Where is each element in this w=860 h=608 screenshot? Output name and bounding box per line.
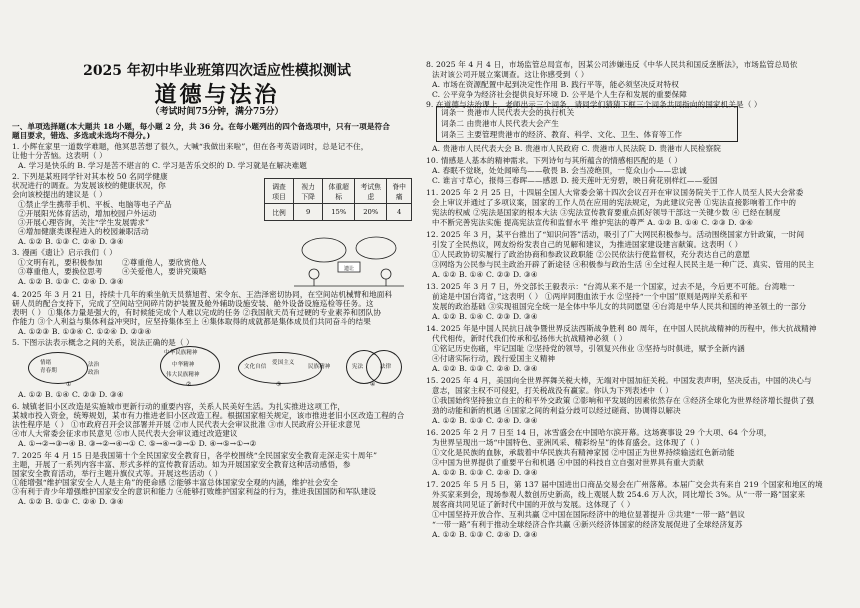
right-line: ①文化是民族的血脉，承载着中华民族共有精神家园 ②中国正为世界持续输送红色新动能 [432,448,735,457]
right-line: C. 公平竞争为经济社会提供良好环境 D. 公平是个人生存和发展的重要保障 [432,90,687,99]
left-line: ③尊重他人，要换位思考 [18,267,103,276]
left-line: 会向该校提出的建议是（ ） [12,190,107,199]
left-line: 法性程序是（ ） ①市政府召开会议部署并开展 ②市人民代表大会审议批准 ③市人民政府公开征求意见 [12,420,361,429]
survey-data-row [265,204,412,221]
cartoon-image [294,228,404,288]
right-line: 为世界呈现出一场“中国特色、亚洲风采、精彩纷呈”的体育盛会。这体现了（ ） [432,438,705,447]
diagram-c-text-3: 民族精神 [308,364,331,370]
survey-value-cell: 4 [387,204,412,221]
left-line: 2. 下列是某班同学针对其本校 50 名同学健康 [12,172,168,181]
left-line: 一、单项选择题(本大题共 18 小题，每小题 2 分，共 36 分。在每小题列出的四个备选项中，只有一项是符合 [12,122,390,131]
diagram-a-text-4: 政治 [88,370,100,376]
left-line: ①文明有礼，要积极参加 [18,258,103,267]
right-line: 法对该公司开展立案调查。这让你感受到（ ） [432,70,589,79]
left-line: ③有利于青少年增强维护国家安全的意识和能力 ④能够打败维护国家利益的行为，推进我国国防和军队建设 [12,487,377,496]
diagram-c-text-2: 爱国主义 [272,360,295,366]
right-line: 9. 在道德与法治课上，老师出示三个词条，请同学们猜猜下框三个词条共同指向的国家机关是（ ） [426,100,762,109]
right-line: 外买家来到会，现场参观人数创历史新高，线上观展人数 254.6 万人次，同比增长 3%。从“一带一路”国家来 [432,490,806,499]
survey-header-cell: 调查项目 [265,179,294,204]
exam-time-info: （考试时间75分钟，满分75分） [150,107,284,117]
right-line: 13. 2025 年 3 月 7 日，外交部长王毅表示：“台湾从来不是一个国家，过去不是，今后更不可能。台湾唯一 [426,282,795,291]
left-line: 6. 城镇老旧小区改造是实施城市更新行动的重要内容，关系人民美好生活。为扎实推进这项工作， [12,402,346,411]
cartoon-caption: 遗让 [343,266,355,272]
diagram-a-text-2: 青春期 [40,368,57,374]
diagram-label-4: ④ [370,381,376,388]
right-line: ④付诸实际行动，践行爱国主义精神 [432,354,556,363]
survey-header-cell: 视力下降 [294,179,323,204]
left-line: A. ①→②→③→④ B. ③→②→④→① C. ⑤→④→③→① D. ④→⑤→①→② [18,439,257,448]
right-line: 劲的动能和新的机遇 ④国家之间的利益分歧可以经过磋商、协调得以解决 [432,406,681,415]
right-line: A. ①② B. ①④ C. ②③ D. ③④ [432,312,538,321]
left-line: A. ①②③ B. ①③④ C. ①②④ D. ②③④ [18,327,152,336]
survey-value-cell: 20% [355,204,387,221]
left-line: 主题，开展了一系列内容丰富、形式多样的宣传教育活动。如为开展国家安全教育这种活动感悟，参 [12,460,351,469]
diagram-a-text-3: 法治 [88,362,100,368]
right-line: A. ①② B. ①③ C. ②④ D. ③④ [432,416,538,425]
left-line: ②尊重他人，要欣赏他人 [122,258,207,267]
left-line: 表明（ ） ①集体力量是强大的，有时候能完成个人难以完成的任务 ②我国航天员有过硬的专业素养和团队协 [12,308,382,317]
right-line: 前途是中国台湾省，”这表明（ ） ①两岸同胞血浓于水 ②坚持“一个中国”原则是两岸关系和平 [432,292,748,301]
right-line: 展客商共同见证了新时代中国的开放与发展。这体现了（ ） [432,500,635,509]
left-line: 7. 2025 年 4 月 15 日是我国第十个全民国家安全教育日，各学校围绕“全民国家安全教育走深走实十周年” [12,451,378,460]
right-line: ①我国始终坚持独立自主的和平外交政策 ②影响和平发展的因素依然存在 ③经济全球化为世界经济增长提供了强 [432,396,815,405]
right-line: 意志，国家主权不可侵犯，打关税战没有赢家。你认为下列表述中（ ） [432,386,674,395]
q9-term-1: 词条一 贵港市人民代表大会的执行机关 [441,108,575,117]
right-line: 会上审议并通过了多项议案，国家的工作人员在应用的宪法规定，为此建议完善 ①宪法直接影响着工作中的 [432,198,797,207]
diagram-b-text-3: 伟大民族精神 [166,372,200,378]
left-line: 作能力 ③个人利益与集体利益冲突时，应坚持集体至上 ④集体取得的成就都是集体成员们共同奋斗的结果 [12,317,371,326]
q9-term-box [436,106,738,142]
right-line: A. ①② B. ①③ C. ②④ D. ③④ [432,530,538,539]
q9-term-2: 词条二 由贵港市人民代表大会产生 [441,119,559,128]
right-line: 10. 情感是人基本的精神需求。下列诗句与其所蕴含的情感相匹配的是（ ） [426,156,682,165]
left-line: A. 学习是快乐的 B. 学习是苦不堪言的 C. 学习是苦乐交织的 D. 学习就是在解决难题 [18,161,307,170]
diagram-label-3: ③ [276,381,282,388]
right-line: 引发了全民热议，网友纷纷发表自己的见解和建议，为推进国家建设建言献策。这表明（ ） [432,240,743,249]
right-line: 16. 2025 年 2 月 7 日至 14 日，冰雪盛会在中国哈尔滨开幕。这场赛事设 29 个大项、64 个分项， [426,428,772,437]
right-line: A. ①② B. ①③ C. ②④ D. ③④ [432,364,538,373]
survey-header-cell: 考试焦虑 [355,179,387,204]
right-line: ③中国为世界提供了重要平台和机遇 ④中国的科技自立自强对世界具有重大贡献 [432,458,704,467]
diagram-q5 [26,346,416,388]
left-line: ①禁止学生携带手机、平板、电脑等电子产品 [18,200,172,209]
right-line: A. 贵港市人民代表大会 B. 贵港市人民政府 C. 贵港市人民法院 D. 贵港市人民检察院 [432,144,721,153]
diagram-label-2: ② [186,381,192,388]
diagram-c-text-1: 文化自信 [244,364,267,370]
right-line: ①人民政协切实履行了政治协商和参政议政职能 ②公民依法行使监督权，充分表达自己的意愿 [432,250,750,259]
survey-value-cell: 15% [323,204,355,221]
left-line: ④增加健康类课程进入的校园兼职活动 [18,227,149,236]
right-line: A. ①② B. ①④ C. ②③ D. ③④ [432,270,538,279]
left-line: ③开展心理咨询，关注“学生发展需求” [18,218,150,227]
survey-value-cell: 9 [294,204,323,221]
right-line: A. 春眠不觉晓，处处闻啼鸟——敬畏 B. 会当凌绝顶，一览众山小——忠诚 [432,166,687,175]
left-line: A. ①② B. ①③ C. ②④ D. ③④ [18,497,124,506]
right-line: “一带一路”有利于推动全球经济合作共赢 ④新兴经济体国家的经济发展促进了全球经济复苏 [432,520,743,529]
diagram-d-text-2: 法律 [380,364,392,370]
left-line: 5. 下图示法表示概念之间的关系，说法正确的是（ ） [12,338,194,347]
left-line: ②开展阳光体育活动，增加校园户外运动 [18,209,157,218]
q9-term-3: 词条三 主要管理贵港市的经济、教育、科学、文化、卫生、体育等工作 [441,130,683,139]
right-line: 发展的政治基础 ③实现祖国完全统一是全体中华儿女的共同愿望 ④台湾是中华人民共和国的神圣领土的一部分 [432,302,807,311]
survey-table [264,178,412,221]
right-line: ①中国坚持开放合作、互利共赢 ②中国在国际经济中的地位显著提升 ③共建“一带一路”倡议 [432,510,746,519]
diagram-a-outer [28,352,88,384]
left-line: 状况进行的调查。为发展该校的健康状况，你 [12,181,166,190]
survey-header-cell: 脊中痛 [387,179,412,204]
left-line: A. ①② B. ①③ C. ②④ D. ③④ [18,277,124,286]
right-line: 8. 2025 年 4 月 4 日，市场监管总局宣布，因某公司涉嫌违反《中华人民共和国反垄断法》，市场监管总局依 [426,60,798,69]
diagram-label-1: ① [66,381,72,388]
right-line: 17. 2025 年 5 月 5 日，第 137 届中国进出口商品交易会在广州落幕。本届广交会共有来自 219 个国家和地区的境 [426,480,823,489]
subject-title: 道德与法治 [154,82,280,108]
left-line: 国家安全教育活动，举行主题升旗仪式等。开展这些活动（ ） [12,469,223,478]
right-line: 代代相传，新时代我们传承和弘扬伟大抗战精神必须（ ） [432,334,627,343]
right-line: 中不断完善宪法实施 提高宪法宣传和监督水平 维护宪法的尊严 A. ①② B. ①④ C. ②③ D. ③④ [432,218,754,227]
right-line: 15. 2025 年 4 月，美国向全世界挥舞关税大棒，无端对中国加征关税。中国发表声明，坚决反击，中国的决心与 [426,376,812,385]
right-line: 14. 2025 年是中国人民抗日战争暨世界反法西斯战争胜利 80 周年，在中国人民抗战精神的历程中，伟大抗战精神 [426,324,817,333]
right-line: A. 市场在资源配置中起到决定性作用 B. 践行平等，能必须坚决反对特权 [432,80,679,89]
diagram-d-text-1: 宪法 [352,364,364,370]
left-line: 题目要求，错选、多选或未选均不得分。) [12,131,151,140]
left-line: 让他十分苦恼。这表明（ ） [12,151,107,160]
right-line: 11. 2025 年 2 月 25 日，十四届全国人大常委会第十四次会议召开在审议国务院关于工作人员至人民大会常委 [426,188,804,197]
survey-header-cell: 体重超标 [323,179,355,204]
left-line: A. ①② B. ①④ C. ②③ D. ③④ [18,390,124,399]
left-line: 某城市投入资金，统筹规划，某市有力推进老旧小区改造工程。根据国家相关规定，该市推进老旧小区改造工程的合 [12,411,405,420]
left-line: 1. 小辉在家里一道数学难题，他冥思苦想了很久，大喊“我做出来啦”，但在各考英语词时，总是记不住， [12,142,369,151]
survey-value-cell: 比例 [265,204,294,221]
right-line: C. 谁言寸草心，报得三春晖——感恩 D. 接天莲叶无穷碧，映日荷花别样红——爱国 [432,176,718,185]
left-line: ①能增强“维护国家安全人人是主角”的使命感 ②能够丰富总体国家安全观的内涵，维护社会安全 [12,478,338,487]
diagram-a-text-1: 情绪 [40,360,52,366]
left-line: 3. 漫画《遗让》启示我们（ ） [12,248,117,257]
left-line: ④关爱他人，要讲究策略 [122,267,207,276]
right-line: A. ①② B. ①③ C. ②④ D. ③④ [432,468,538,477]
right-line: 宪法的权威 ②宪法是国家的根本大法 ③宪法宣传教育要重点抓好领导干部这一关键少数 ④ 已经在制度 [432,208,781,217]
exam-title: 2025 年初中毕业班第四次适应性模拟测试 [83,63,351,79]
left-line: 4. 2025 年 3 月 21 日，持续十几年的乘坐航天员蔡旭哲、宋令东、王浩泽密切协同，在空间站机械臂和地面科 [12,290,393,299]
survey-header-row [265,179,412,204]
right-line: 12. 2025 年 3 月，某平台推出了“知识问答”活动，吸引了广大网民积极参与。活动围绕国家方针政策，一时间 [426,230,805,239]
diagram-b-text-2: 中华精神 [172,362,195,368]
right-line: ①铭记历史伤痛，牢记国耻 ②坚持党的领导，引领复兴伟业 ③坚持与时俱进，赋予全新内涵 [432,344,745,353]
left-line: A. ①② B. ①③ C. ②④ D. ③④ [18,237,124,246]
left-line: ④市人大常委会征求市民意见 ⑤市人民代表大会审议通过改造建议 [12,429,238,438]
right-line: ③网络为公民参与民主政治开辟了新途径 ④积极参与政治生活 ④全过程人民民主是一种广泛、真实、管用的民主 [432,260,815,269]
left-line: 研人员的配合支持下，完成了空间站空间碎片防护装置及舱外辅助设施安装、舱外设备设施巡检等任务。这 [12,299,374,308]
diagram-b-text-1: 中华民族精神 [164,350,198,356]
